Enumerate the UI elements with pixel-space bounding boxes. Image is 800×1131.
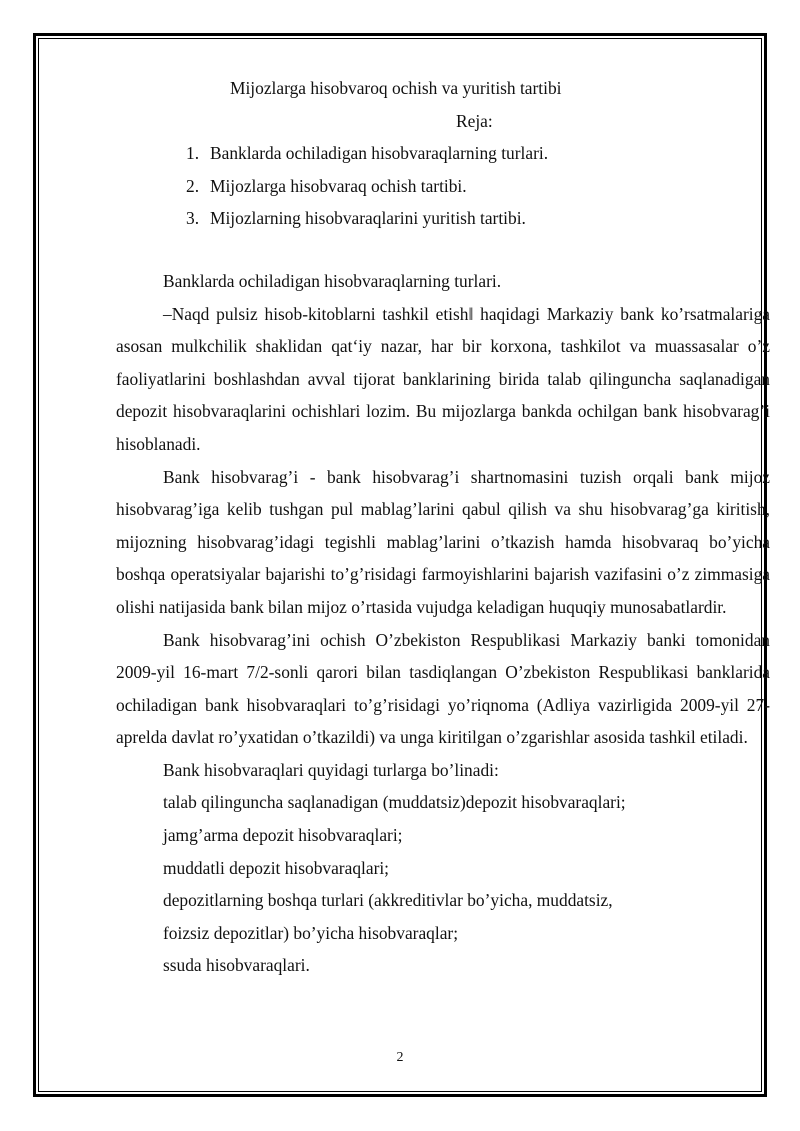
page-number: 2: [396, 1050, 404, 1065]
plan-item-text: Mijozlarning hisobvaraqlarini yuritish tartibi.: [210, 208, 526, 229]
plan-item: [116, 202, 770, 235]
plan-item-number: 1.: [186, 143, 200, 164]
plan-item-number: 2.: [186, 175, 200, 196]
plan-item: [116, 170, 770, 203]
plan-list: [116, 137, 770, 235]
type-item: jamg’arma depozit hisobvaraqlari;: [163, 825, 403, 846]
paragraph: Bank hisobvarag’ini ochish O’zbekiston Respublikasi Markaziy banki tomonidan 2009-yil 16-mart 7/2-sonli qarori bilan tasdiqlangan O’zbekiston Respublikasi banklarida ochiladigan bank hisobvaraqlari to’g’risidagi yo’riqnoma (Adliya vazirligida 2009-yil 27-aprelda davlat ro’yxatidan o’tkazildi) va unga kiritilgan o’zgarishlar asosida tashkil etiladi.: [116, 629, 770, 748]
document-body: [116, 72, 770, 982]
plan-item: [116, 137, 770, 170]
type-item: ssuda hisobvaraqlari.: [163, 955, 310, 976]
type-item: foizsiz depozitlar) bo’yicha hisobvaraqlar;: [163, 922, 459, 943]
type-item: depozitlarning boshqa turlari (akkreditivlar bo’yicha, muddatsiz,: [163, 890, 613, 911]
document-title: Mijozlarga hisobvaroq ochish va yuritish tartibi: [230, 78, 562, 98]
plan-item-text: Banklarda ochiladigan hisobvaraqlarning turlari.: [210, 143, 549, 164]
section-heading: Banklarda ochiladigan hisobvaraqlarning turlari.: [163, 270, 502, 291]
paragraph: –Naqd pulsiz hisob-kitoblarni tashkil etish‖ haqidagi Markaziy bank ko’rsatmalariga asosan mulkchilik shaklidan qat‘iy nazar, har bir korxona, tashkilot va muassasalar o’z faoliyatlarini boshlashdan avval tijorat banklarining birida talab qilinguncha saqlanadigan depozit hisobvaraqlarini ochishlari lozim. Bu mijozlarga bankda ochilgan bank hisobvarag’i hisoblanadi.: [116, 303, 770, 454]
plan-item-text: Mijozlarga hisobvaraq ochish tartibi.: [210, 175, 467, 196]
paragraph: Bank hisobvarag’i - bank hisobvarag’i shartnomasini tuzish orqali bank mijoz hisobvarag’iga kelib tushgan pul mablag’larini qabul qilish va shu hisobvarag’ga kiritish, mijozning hisobvarag’idagi tegishli mablag’larini o’tkazish hamda hisobvaraq bo’yicha boshqa operatsiyalar bajarishi to’g’risidagi farmoyishlarini bajarish vazifasini o’z zimmasiga olishi natijasida bank bilan mijoz o’rtasida vujudga keladigan huquqiy munosabatlardir.: [116, 466, 770, 617]
type-item: muddatli depozit hisobvaraqlari;: [163, 857, 390, 878]
plan-item-number: 3.: [186, 208, 200, 229]
spacer: [116, 235, 770, 265]
plan-heading: Reja:: [456, 110, 493, 131]
types-intro: Bank hisobvaraqlari quyidagi turlarga bo’linadi:: [163, 759, 499, 780]
type-item: talab qilinguncha saqlanadigan (muddatsiz)depozit hisobvaraqlari;: [163, 792, 626, 813]
